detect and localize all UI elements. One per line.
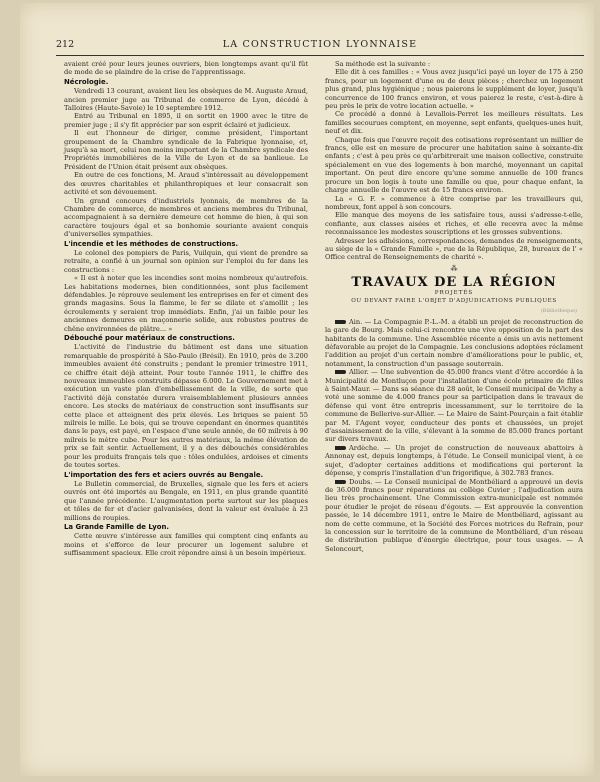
paragraph: Elle manque des moyens de les satisfaire tous, aussi s'adresse-t-elle, confiante, aux classes aisées et riches, et elle recevra avec la même reconnaissance les modestes souscriptions et les grosses subventions. (325, 211, 583, 237)
paragraph: « Il est à noter que les incendies sont moins nombreux qu'autrefois. Les habitations modernes, bien conditionnées, sont plus facilement défendables. Je réprouve seulement les entreprises en fer et ciment des grands magasins. Sous la flamme, le fer se dilate et s'amollit ; les écroulements y seraient trop immédiats. Enfin, j'ai un faible pour les anciennes demeures en maçonnerie solide, aux robustes poutres de chêne environnées de plâtre... » (64, 274, 308, 333)
article-heading-bengale: L'importation des fers et aciers ouvrés au Bengale. (64, 470, 264, 479)
library-stamp: (Bibliothèque) (540, 308, 577, 315)
paragraph: Chaque fois que l'œuvre reçoit des cotisations représentant un millier de francs, elle est en mesure de procurer une habitation saine à soixante-dix enfants ; c'est à peu près ce qu'arbitrerait une maison collective, construite spécialement en vue des logements à bon marché, moyennant un capital important. On peut dire encore qu'une somme annuelle de 100 francs procure un bon logis à toute une famille ou que, pour chaque enfant, la charge annuelle de l'œuvre est de 15 francs environ. (325, 135, 583, 195)
paragraph: La « G. F. » commence à être comprise par les travailleurs qui, nombreux, font appel à son concours. (325, 194, 583, 211)
paragraph: Cette œuvre s'intéresse aux familles qui comptent cinq enfants au moins et s'efforce de leur procurer un logement salubre et suffisamment spacieux. Elle croit répondre ainsi à un besoin impérieux. (64, 532, 308, 558)
paragraph: Entré au Tribunal en 1895, il en sortit en 1900 avec le titre de premier juge ; il s'y fit apprécier par son esprit éclairé et judicieux. (64, 112, 308, 129)
page-number: 212 (56, 39, 75, 50)
section-title: TRAVAUX DE LA RÉGION (351, 275, 557, 291)
paragraph: Le Bulletin commercial, de Bruxelles, signale que les fers et aciers ouvrés ont été importés au Bengale, en 1911, en plus grande quantité que l'année précédente. L'augmentation porte surtout sur les plaques et tôles de fer et d'acier galvanisées, dont la valeur est évaluée à 23 millions de roupies. (64, 479, 308, 522)
paragraph: En outre de ces fonctions, M. Araud s'intéressait au développement des œuvres charitables et philanthropiques et leur consacrait son activité et son dévouement. (64, 171, 308, 197)
section-subtitle: PROJETÉS (434, 289, 474, 296)
paragraph: Un grand concours d'industriels lyonnais, de membres de la Chambre de commerce, de membres et anciens membres du Tribunal, accompagnaient à sa dernière demeure cet homme de bien, à qui son caractère toujours égal et sa bonhomie souriante avaient conquis d'universelles sympathies. (64, 196, 308, 239)
pointing-hand-icon (335, 446, 346, 450)
paragraph: Elle dit à ces familles : « Vous avez jusqu'ici payé un loyer de 175 à 250 francs, pour un logement d'une ou de deux pièces ; cherchez un logement plus grand, plus hygiénique ; nous paierons le supplément de loyer, jusqu'à concurrence de 100 francs environ, et vous paierez le reste, c'est-à-dire à peu près le prix de votre location actuelle. » (325, 68, 583, 111)
paragraph: Il eut l'honneur de diriger, comme président, l'important groupement de la Chambre syndicale de la Fabrique lyonnaise, et, jusqu'à sa mort, celui non moins important de la Chambre syndicale des Propriétés immobilières de la Ville de Lyon et de sa banlieue. Le Président de l'Union était présent aux obsèques. (64, 129, 308, 171)
article-heading-incendie: L'incendie et les méthodes de constructions. (64, 239, 239, 248)
right-column (325, 60, 583, 553)
section-divider: ⁂ (450, 264, 458, 273)
region-entry-ain: Ain. — La Compagnie P.-L.-M. a établi un projet de reconstruction de la gare de Bourg. Mais celui-ci rencontre une vive opposition de la part des habitants de la commune. Une Assemblée récente a émis un avis nettement défavorable au projet de la Compagnie. Les conclusions adoptées réclament l'addition au projet d'un certain nombre d'améliorations pour le public, et, notamment, la construction d'un passage souterrain. (325, 317, 583, 368)
paragraph: avaient créé pour leurs jeunes ouvriers, bien longtemps avant qu'il fût de mode de se plaindre de la crise de l'apprentissage. (64, 60, 308, 77)
paragraph: Vendredi 13 courant, avaient lieu les obsèques de M. Auguste Araud, ancien premier juge au Tribunal de commerce de Lyon, décédé à Talloires (Haute-Savoie) le 10 septembre 1912. (64, 87, 308, 113)
newspaper-page (20, 3, 594, 776)
pointing-hand-icon (335, 370, 346, 374)
pointing-hand-icon (335, 320, 346, 324)
region-entry-doubs: Doubs. — Le Conseil municipal de Montbéliard a approuvé un devis de 36.000 francs pour réparations au collège Cuvier ; l'adjudication aura lieu très prochainement. Une Commission extra-municipale est nommée pour étudier le projet de réseau d'égouts. — Est approuvée la convention passée, le 14 décembre 1911, entre le Maire de Montbéliard, agissant au nom de cette commune, et la Société des Forces motrices du Refrain, pour la concession sur le territoire de la commune de Montbéliard, d'un réseau de distribution publique d'énergie électrique, pour tous usages. — A Seloncourt, (325, 477, 583, 553)
pointing-hand-icon (335, 480, 346, 484)
header-rule (56, 55, 584, 56)
paragraph: Adresser les adhésions, correspondances, demandes de renseignements, au siège de la « Grande Famille », rue de la République, 28, bureaux de l' « Office central de Renseignements de charité ». (325, 236, 583, 262)
paragraph: L'activité de l'industrie du bâtiment est dans une situation remarquable de prospérité à São-Paulo (Brésil). En 1910, près de 3.200 immeubles avaient été construits ; pendant le premier trimestre 1911, ce chiffre était déjà atteint. Pour toute l'année 1911, le chiffre des nouveaux immeubles construits dépasse 6.000. Le Gouvernement met à exécution un vaste plan d'embellissement de la ville, de sorte que l'activité déjà constatée durera vraisemblablement plusieurs années encore. Les stocks de matériaux de construction sont insuffisants sur cette place et atteignent des prix élevés. Les briques se paient 55 milreis le mille. Le bois, qui se trouve cependant en énormes quantités dans le pays, est payé, en l'espace d'une seule année, de 60 milreis à 90 milreis le mètre cube. Pour les autres matériaux, la même élévation de prix se fait sentir. Actuellement, il y a des débouchés considérables pour les produits français tels que : tôles ondulées, ardoises et ciments de toutes sortes. (64, 343, 308, 470)
section-subtitle-2: OU DEVANT FAIRE L'OBJET D'ADJUDICATIONS PUBLIQUES (351, 297, 557, 304)
article-heading-grande-famille: La Grande Famille de Lyon. (64, 522, 170, 531)
region-entry-allier: Allier. — Une subvention de 45.000 francs vient d'être accordée à la Municipalité de Montluçon pour l'installation d'une école primaire de filles à Saint-Maur. — Dans sa séance du 28 août, le Conseil municipal de Vichy a voté une somme de 4.000 francs pour sa participation dans le travaux de défense qui vont être entrepris incessamment, sur le territoire de la commune de Bellerive-sur-Allier. — Le Maire de Saint-Pourçain a fait établir par M. l'Agent voyer, conducteur des ponts et chaussées, un projet d'assainissement de la ville, s'élevant à la somme de 85.000 francs portant sur divers travaux. (325, 368, 583, 444)
paragraph: Sa méthode est la suivante : (335, 60, 431, 68)
article-heading-debouche: Débouché pour matériaux de constructions. (64, 334, 235, 342)
paragraph: Le colonel des pompiers de Paris, Vuilquin, qui vient de prendre sa retraite, a confié à un journal son opinion sur l'emploi du fer dans les constructions : (64, 248, 308, 274)
paragraph: Ce procédé a donné à Levallois-Perret les meilleurs résultats. Les familles secourues comptent, en moyenne, sept enfants, quelques-unes huit, neuf et dix. (325, 110, 583, 136)
region-entry-ardeche: Ardèche. — Un projet de construction de nouveaux abattoirs à Annonay est, depuis longtemps, à l'étude. Le Conseil municipal vient, à ce sujet, d'adopter certaines additions et modifications qui porteront la dépense, y compris l'installation d'un frigorifique, à 302.783 francs. (325, 443, 583, 478)
article-heading-necrologie: Nécrologie. (64, 77, 109, 86)
page-header (56, 39, 584, 53)
journal-title: LA CONSTRUCTION LYONNAISE (222, 39, 418, 50)
left-column (64, 60, 308, 558)
